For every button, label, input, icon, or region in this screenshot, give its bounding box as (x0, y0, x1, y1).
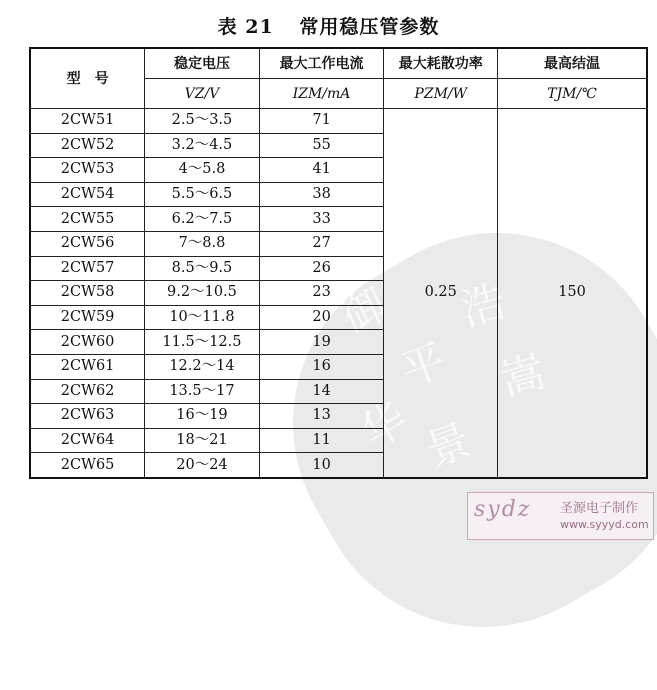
cell-izm: 27 (259, 231, 384, 256)
cell-model: 2CW62 (30, 379, 145, 404)
cell-vz: 6.2～7.5 (145, 207, 260, 232)
cell-vz: 13.5～17 (145, 379, 260, 404)
cell-izm: 33 (259, 207, 384, 232)
cell-model: 2CW60 (30, 330, 145, 355)
cell-izm: 26 (259, 256, 384, 281)
cell-izm: 23 (259, 281, 384, 306)
cell-vz: 8.5～9.5 (145, 256, 260, 281)
cell-model: 2CW61 (30, 354, 145, 379)
zener-diode-parameter-table (29, 47, 648, 479)
cell-izm: 16 (259, 354, 384, 379)
cell-tjm-shared: 150 (498, 109, 647, 478)
cell-vz: 10～11.8 (145, 305, 260, 330)
logo-latin: sydz (474, 497, 532, 522)
cell-izm: 71 (259, 109, 384, 134)
cell-izm: 19 (259, 330, 384, 355)
watermark-char: 景 (419, 414, 478, 478)
cell-vz: 11.5～12.5 (145, 330, 260, 355)
cell-izm: 38 (259, 182, 384, 207)
cell-vz: 20～24 (145, 453, 260, 478)
cell-model: 2CW55 (30, 207, 145, 232)
cell-model: 2CW53 (30, 158, 145, 183)
watermark-char: 御 (333, 278, 395, 344)
watermark-char: 平 (394, 334, 453, 398)
cell-model: 2CW51 (30, 109, 145, 134)
table-title-text: 常用稳压管参数 (299, 16, 440, 38)
cell-vz: 18～21 (145, 428, 260, 453)
watermark-char: 浩 (455, 276, 512, 337)
watermark-char: 嵩 (495, 346, 552, 407)
table-title-label: 表 (217, 16, 238, 38)
cell-izm: 41 (259, 158, 384, 183)
header-tjm: 最高结温 (498, 48, 647, 79)
table-title (0, 12, 657, 39)
cell-izm: 11 (259, 428, 384, 453)
unit-vz: VZ/V (145, 79, 260, 109)
watermark-char: 华 (352, 392, 417, 459)
logo-chinese: 圣源电子制作 (560, 501, 639, 516)
cell-vz: 7～8.8 (145, 231, 260, 256)
table-row (30, 109, 647, 134)
cell-vz: 3.2～4.5 (145, 133, 260, 158)
cell-model: 2CW64 (30, 428, 145, 453)
unit-tjm: TJM/℃ (498, 79, 647, 109)
cell-model: 2CW54 (30, 182, 145, 207)
cell-vz: 16～19 (145, 404, 260, 429)
unit-pzm: PZM/W (384, 79, 498, 109)
cell-model: 2CW58 (30, 281, 145, 306)
cell-izm: 20 (259, 305, 384, 330)
cell-model: 2CW57 (30, 256, 145, 281)
cell-model: 2CW52 (30, 133, 145, 158)
cell-pzm-shared: 0.25 (384, 109, 498, 478)
header-row (30, 48, 647, 79)
cell-vz: 4～5.8 (145, 158, 260, 183)
cell-model: 2CW59 (30, 305, 145, 330)
header-pzm: 最大耗散功率 (384, 48, 498, 79)
logo-url: www.syyyd.com (560, 518, 649, 531)
cell-vz: 9.2～10.5 (145, 281, 260, 306)
header-izm: 最大工作电流 (259, 48, 384, 79)
cell-model: 2CW65 (30, 453, 145, 478)
header-model: 型 号 (30, 48, 145, 109)
table-title-number: 21 (245, 16, 274, 38)
cell-izm: 55 (259, 133, 384, 158)
cell-vz: 2.5～3.5 (145, 109, 260, 134)
site-logo (467, 492, 654, 540)
header-vz: 稳定电压 (145, 48, 260, 79)
cell-izm: 14 (259, 379, 384, 404)
cell-model: 2CW63 (30, 404, 145, 429)
cell-izm: 13 (259, 404, 384, 429)
cell-vz: 5.5～6.5 (145, 182, 260, 207)
cell-izm: 10 (259, 453, 384, 478)
cell-vz: 12.2～14 (145, 354, 260, 379)
cell-model: 2CW56 (30, 231, 145, 256)
unit-izm: IZM/mA (259, 79, 384, 109)
